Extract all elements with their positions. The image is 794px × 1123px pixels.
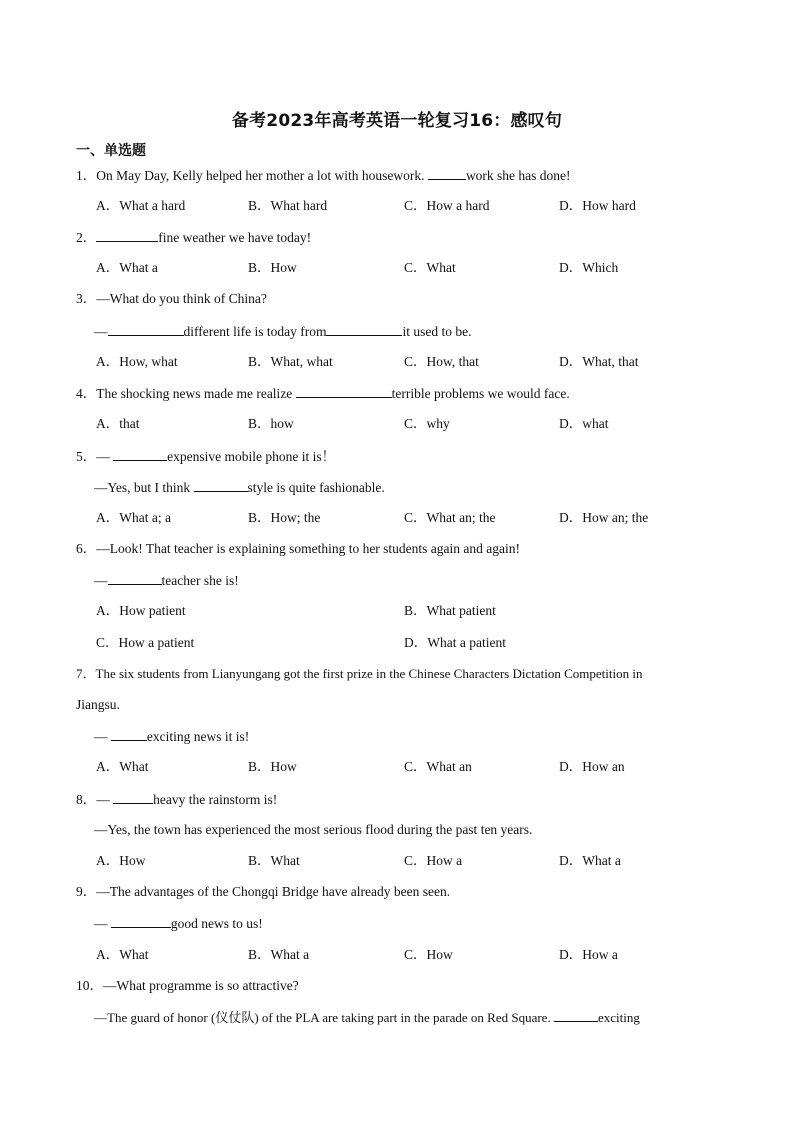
question-5-option-c[interactable]: C．What an; the <box>404 510 496 525</box>
question-7-option-d[interactable]: D．How an <box>559 759 625 774</box>
question-7-option-a[interactable]: A．What <box>96 759 149 774</box>
answer-blank <box>113 790 153 804</box>
question-8-option-a[interactable]: A．How <box>96 853 146 868</box>
question-6-option-b[interactable]: B．What patient <box>404 603 496 618</box>
answer-blank <box>554 1008 598 1022</box>
question-6-option-a[interactable]: A．How patient <box>96 603 186 618</box>
question-7-stem-continued: Jiangsu. <box>76 697 120 712</box>
question-5-option-a[interactable]: A．What a; a <box>96 510 171 525</box>
question-5-reply: —Yes, but I think style is quite fashionable. <box>94 480 385 495</box>
question-9-option-a[interactable]: A．What <box>96 947 149 962</box>
question-10-reply: —The guard of honor (仪仗队) of the PLA are taking part in the parade on Red Square. exciting <box>94 1010 640 1026</box>
answer-blank <box>108 322 184 336</box>
question-7-reply: — exciting news it is! <box>94 729 250 744</box>
question-10-stem: 10．—What programme is so attractive? <box>76 978 299 993</box>
question-4-option-b[interactable]: B．how <box>248 416 294 431</box>
question-6-option-d[interactable]: D．What a patient <box>404 635 506 650</box>
question-7-option-c[interactable]: C．What an <box>404 759 472 774</box>
question-9-option-d[interactable]: D．How a <box>559 947 618 962</box>
question-3-reply: — different life is today from it used to be. <box>94 324 472 339</box>
question-8-reply: —Yes, the town has experienced the most serious flood during the past ten years. <box>94 822 533 837</box>
answer-blank <box>108 571 162 585</box>
question-3-option-d[interactable]: D．What, that <box>559 354 639 369</box>
question-5-option-b[interactable]: B．How; the <box>248 510 321 525</box>
answer-blank <box>296 384 392 398</box>
question-4-stem: 4．The shocking news made me realize terrible problems we would face. <box>76 386 570 401</box>
question-2-option-d[interactable]: D．Which <box>559 260 619 275</box>
question-1-option-d[interactable]: D．How hard <box>559 198 636 213</box>
question-4-option-c[interactable]: C．why <box>404 416 450 431</box>
question-2-option-b[interactable]: B．How <box>248 260 297 275</box>
question-1-option-a[interactable]: A．What a hard <box>96 198 186 213</box>
question-8-option-b[interactable]: B．What <box>248 853 300 868</box>
answer-blank <box>194 478 248 492</box>
question-9-reply: — good news to us! <box>94 916 263 931</box>
question-9-option-b[interactable]: B．What a <box>248 947 310 962</box>
answer-blank <box>326 322 402 336</box>
answer-blank <box>96 228 158 242</box>
question-4-option-d[interactable]: D．what <box>559 416 609 431</box>
question-5-stem: 5．— expensive mobile phone it is！ <box>76 449 336 464</box>
answer-blank <box>111 914 171 928</box>
section-heading: 一、单选题 <box>76 143 146 159</box>
page-title: 备考2023年高考英语一轮复习16：感叹句 <box>231 111 563 131</box>
question-7-stem: 7．The six students from Lianyungang got the first prize in the Chinese Characters Dictation Competition in <box>76 666 643 681</box>
question-6-reply: — teacher she is! <box>94 573 239 588</box>
question-1-option-b[interactable]: B．What hard <box>248 198 328 213</box>
question-2-option-a[interactable]: A．What a <box>96 260 158 275</box>
answer-blank <box>111 727 147 741</box>
question-9-option-c[interactable]: C．How <box>404 947 453 962</box>
question-1-option-c[interactable]: C．How a hard <box>404 198 490 213</box>
question-1-stem: 1．On May Day, Kelly helped her mother a lot with housework. work she has done! <box>76 168 571 183</box>
question-3-option-b[interactable]: B．What, what <box>248 354 333 369</box>
question-8-option-d[interactable]: D．What a <box>559 853 621 868</box>
question-4-option-a[interactable]: A．that <box>96 416 140 431</box>
question-3-option-c[interactable]: C．How, that <box>404 354 479 369</box>
question-3-stem: 3．—What do you think of China? <box>76 291 267 306</box>
question-6-option-c[interactable]: C．How a patient <box>96 635 195 650</box>
question-7-option-b[interactable]: B．How <box>248 759 297 774</box>
answer-blank <box>113 447 167 461</box>
question-5-option-d[interactable]: D．How an; the <box>559 510 649 525</box>
answer-blank <box>428 166 466 180</box>
question-3-option-a[interactable]: A．How, what <box>96 354 178 369</box>
question-8-option-c[interactable]: C．How a <box>404 853 463 868</box>
question-2-stem: 2． fine weather we have today! <box>76 230 312 245</box>
question-2-option-c[interactable]: C．What <box>404 260 456 275</box>
question-8-stem: 8．— heavy the rainstorm is! <box>76 792 278 807</box>
question-6-stem: 6．—Look! That teacher is explaining something to her students again and again! <box>76 541 521 556</box>
question-9-stem: 9．—The advantages of the Chongqi Bridge have already been seen. <box>76 884 451 899</box>
